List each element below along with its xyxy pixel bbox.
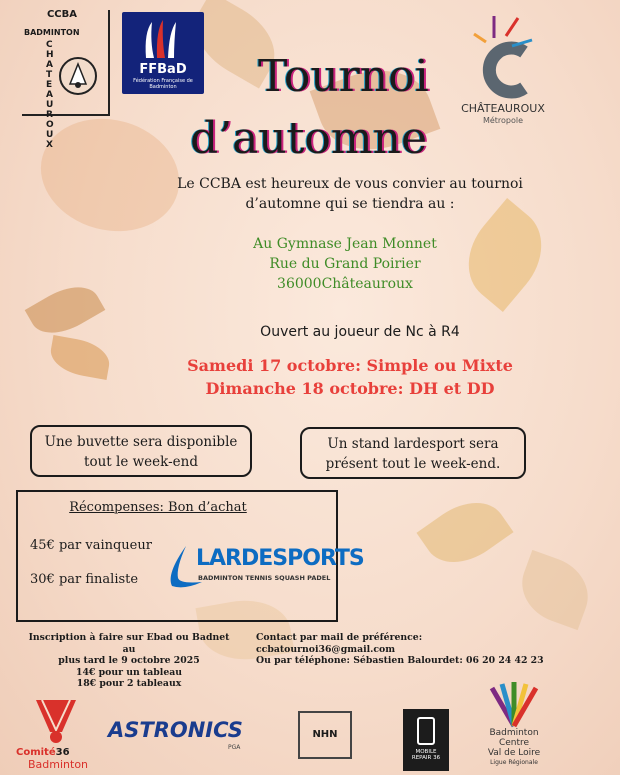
stand-box [300, 427, 526, 479]
buvette-box [30, 425, 252, 477]
ccba-logo-badminton: BADMINTON [24, 28, 80, 37]
autumn-leaf-decoration [25, 275, 106, 345]
autumn-leaf-decoration [47, 335, 112, 380]
rainbow-shuttlecock-icon [486, 682, 542, 728]
chateauroux-logo-name: CHÂTEAUROUX [461, 102, 545, 115]
nhn-logo: NHN [298, 711, 352, 759]
buvette-line2: tout le week-end [84, 454, 198, 470]
winner-prize: 45€ par vainqueur [30, 538, 152, 553]
venue-address [200, 234, 490, 294]
comite-name: Comité [16, 747, 56, 758]
venue-line3: 36000Châteauroux [277, 276, 413, 292]
schedule [150, 354, 550, 400]
ccba-logo-name: CCBA [46, 9, 78, 20]
feather-icon [138, 18, 188, 60]
registration-info [24, 632, 234, 690]
contact-info [256, 632, 556, 667]
contact-email: Contact par mail de préférence: ccbatournoi36@gmail.com [256, 632, 423, 655]
lardesports-logo-subtitle: BADMINTON TENNIS SQUASH PADEL [198, 574, 331, 582]
autumn-leaf-decoration [416, 487, 513, 578]
badminton-centre-logo [474, 682, 554, 774]
bc-line3: Val de Loire [487, 748, 541, 758]
mobile-repair-line1: MOBILE [415, 749, 437, 755]
bc-line1: Badminton [489, 728, 539, 738]
lardesports-logo-name: LARDESPORTS [196, 546, 364, 571]
astronics-logo-sub: PGA [228, 744, 241, 751]
comite-number: 36 [55, 747, 70, 758]
finalist-prize: 30€ par finaliste [30, 572, 139, 587]
ffbad-logo-name: FFBaD [139, 62, 187, 77]
comite-logo-sport: Badminton [28, 758, 89, 771]
comite-36-logo [14, 690, 94, 772]
chateauroux-metropole-logo [448, 8, 558, 128]
ffbad-logo-subtitle: Fédération Française de Badminton [133, 78, 193, 90]
buvette-line1: Une buvette sera disponible [44, 434, 238, 450]
shuttlecock-icon [28, 690, 84, 746]
schedule-day1: Samedi 17 octobre: Simple ou Mixte [187, 356, 513, 375]
registration-line1: Inscription à faire sur Ebad ou Badnet au [28, 632, 230, 655]
registration-line4: 18€ pour 2 tableaux [76, 678, 182, 689]
mobile-repair-logo [403, 709, 449, 771]
intro-text: Le CCBA est heureux de vous convier au tournoi d’automne qui se tiendra au : [177, 176, 523, 212]
astronics-logo: ASTRONICS [108, 718, 243, 742]
shuttlecock-icon [56, 54, 100, 98]
comite-logo-name [16, 747, 70, 758]
mobile-repair-line2: REPAIR 36 [411, 755, 441, 761]
eligibility-text: Ouvert au joueur de Nc à R4 [260, 324, 460, 340]
rewards-title: Récompenses: Bon d’achat [69, 500, 247, 515]
venue-line1: Au Gymnase Jean Monnet [253, 236, 437, 252]
lardesports-logo [164, 544, 364, 590]
bc-line2: Centre [498, 738, 530, 748]
poster-title-line2: d’automne [190, 113, 427, 164]
ccba-logo-city: CHATEAUROUX [46, 40, 54, 150]
stand-line2: présent tout le week-end. [325, 456, 501, 472]
registration-line3: 14€ pour un tableau [75, 666, 183, 678]
ccba-logo [22, 9, 110, 150]
schedule-day2: Dimanche 18 octobre: DH et DD [205, 379, 495, 398]
bc-line4: Ligue Régionale [490, 759, 538, 766]
rewards-box [16, 490, 364, 622]
badminton-centre-logo-text [474, 728, 554, 768]
poster-title-line1: Tournoi [258, 51, 429, 102]
chateauroux-logo-subtitle: Métropole [482, 116, 524, 125]
contact-phone: Ou par téléphone: Sébastien Balourdet: 06 20 24 42 23 [256, 655, 544, 666]
autumn-leaf-decoration [512, 550, 598, 630]
ffbad-logo [122, 12, 204, 94]
venue-line2: Rue du Grand Poirier [269, 256, 421, 272]
city-c-icon [472, 12, 538, 100]
stand-line1: Un stand lardesport sera [327, 436, 499, 452]
registration-line2: plus tard le 9 octobre 2025 [58, 655, 200, 666]
phone-icon [417, 717, 435, 745]
